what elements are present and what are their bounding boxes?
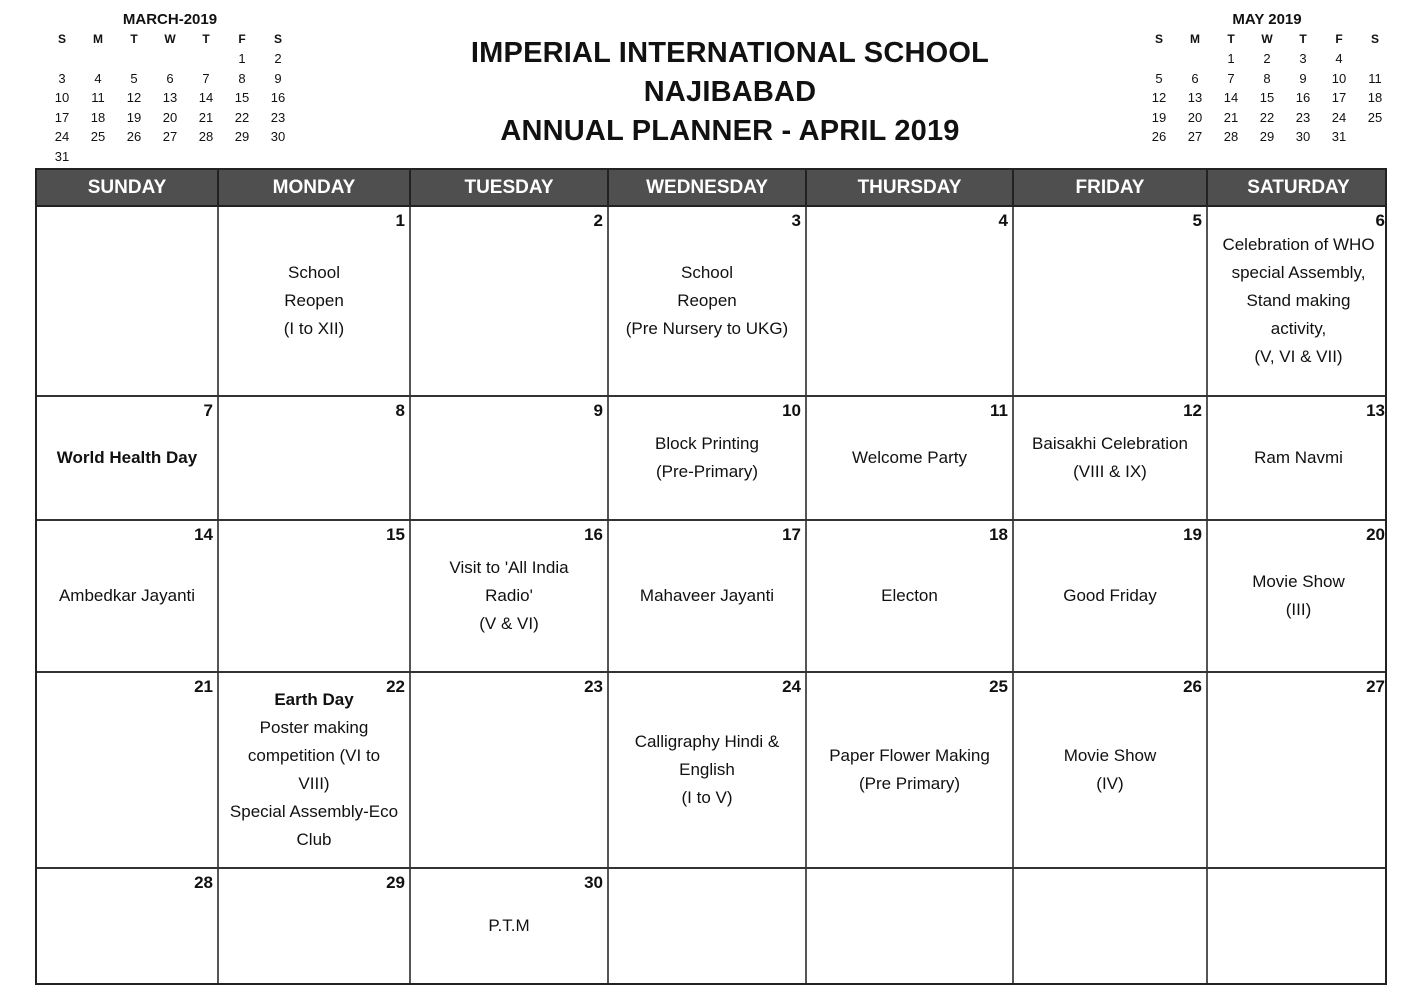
- day-cell: [807, 521, 1014, 671]
- day-cell: [609, 397, 807, 519]
- mini-day: 23: [1295, 109, 1311, 125]
- day-cell: [1014, 521, 1208, 671]
- mini-day: 10: [1331, 70, 1347, 86]
- mini-weekday-label: T: [1227, 32, 1235, 46]
- mini-weekday-label: S: [273, 32, 282, 46]
- event-text: [484, 912, 533, 940]
- event-text: [825, 742, 994, 798]
- mini-calendar-march: [44, 10, 296, 166]
- mini-day: 11: [1368, 70, 1382, 86]
- mini-weekday-label: S: [1154, 32, 1163, 46]
- day-cell: [411, 207, 609, 395]
- event-line: Special Assembly-Eco: [229, 802, 399, 821]
- date-number: 12: [1183, 401, 1202, 420]
- date-number: 26: [1183, 677, 1202, 696]
- mini-day: 4: [94, 70, 102, 86]
- day-cell: [411, 397, 609, 519]
- date-number: 30: [584, 873, 603, 892]
- mini-day: 25: [1367, 109, 1383, 125]
- mini-weekday-label: F: [238, 32, 246, 46]
- event-line: Paper Flower Making: [829, 746, 990, 765]
- date-number: 27: [1366, 677, 1385, 696]
- mini-day: 9: [1299, 70, 1307, 86]
- event-line: Celebration of WHO: [1222, 235, 1375, 254]
- mini-calendar-weekday-row: [1141, 30, 1393, 49]
- event-text: [1060, 742, 1161, 798]
- mini-weekday-label: W: [164, 32, 176, 46]
- event-line: Ram Navmi: [1254, 448, 1343, 467]
- mini-calendar-week: [44, 108, 296, 128]
- mini-day: 22: [234, 109, 250, 125]
- weekday-header: WEDNESDAY: [609, 170, 807, 205]
- day-cell: [219, 397, 411, 519]
- mini-day: 9: [274, 70, 282, 86]
- weekday-header: FRIDAY: [1014, 170, 1208, 205]
- mini-day: 8: [1263, 70, 1271, 86]
- date-number: 18: [989, 525, 1008, 544]
- event-line: Good Friday: [1063, 586, 1157, 605]
- mini-day: 12: [126, 90, 142, 105]
- event-line: (I to XII): [283, 319, 345, 338]
- day-cell: [609, 869, 807, 983]
- day-cell: [37, 673, 219, 867]
- day-cell: [1208, 673, 1389, 867]
- mini-day: [116, 49, 152, 69]
- date-number: 3: [791, 211, 801, 230]
- mini-day: 6: [1191, 70, 1199, 86]
- mini-weekday-label: M: [93, 32, 103, 46]
- mini-day: [224, 147, 260, 167]
- event-line: special Assembly,: [1231, 263, 1366, 282]
- mini-weekday-label: S: [57, 32, 66, 46]
- mini-day: [260, 147, 296, 167]
- mini-day: 10: [54, 90, 70, 105]
- mini-day: 3: [58, 70, 66, 86]
- event-line: VIII): [298, 774, 330, 793]
- event-line: Reopen: [284, 291, 344, 310]
- mini-weekday-label: F: [1335, 32, 1343, 46]
- mini-day: 8: [238, 70, 246, 86]
- day-cell: [1208, 869, 1389, 983]
- mini-day: 12: [1151, 90, 1167, 105]
- event-line: (VIII & IX): [1073, 462, 1147, 481]
- date-number: 22: [386, 677, 405, 696]
- event-text: [636, 582, 778, 610]
- day-cell: [37, 207, 219, 395]
- calendar-weeks: [37, 207, 1385, 983]
- day-cell: [411, 521, 609, 671]
- event-line: (IV): [1096, 774, 1124, 793]
- mini-day: 30: [1295, 129, 1311, 144]
- day-cell: [37, 869, 219, 983]
- day-cell: [1208, 397, 1389, 519]
- mini-day: 21: [1223, 109, 1239, 125]
- mini-day: 15: [234, 90, 250, 105]
- day-cell: [1208, 207, 1389, 395]
- mini-day: 6: [166, 70, 174, 86]
- mini-day: 18: [90, 109, 106, 125]
- event-text: [1218, 231, 1378, 371]
- date-number: 14: [194, 525, 213, 544]
- planner-title: [430, 34, 1030, 151]
- event-line: (Pre Nursery to UKG): [625, 319, 789, 338]
- event-line: Club: [296, 830, 332, 849]
- mini-calendar-week: [44, 127, 296, 147]
- mini-day: [1357, 127, 1393, 147]
- date-number: 15: [386, 525, 405, 544]
- day-cell: [807, 869, 1014, 983]
- mini-day: 1: [1227, 51, 1235, 66]
- school-location: NAJIBABAD: [643, 76, 817, 108]
- weekday-header-row: [37, 170, 1385, 207]
- day-cell: [807, 207, 1014, 395]
- mini-day: 30: [270, 129, 286, 144]
- mini-day: 5: [130, 70, 138, 86]
- event-line: (I to V): [681, 788, 733, 807]
- mini-day: 18: [1367, 90, 1383, 105]
- mini-day: 28: [198, 129, 214, 144]
- mini-day: 15: [1259, 90, 1275, 105]
- mini-day: [188, 147, 224, 167]
- event-line: Movie Show: [1252, 572, 1345, 591]
- mini-day: 27: [162, 129, 178, 144]
- weekday-header: SATURDAY: [1247, 177, 1350, 198]
- day-cell: [37, 521, 219, 671]
- day-cell: [37, 397, 219, 519]
- event-text: [651, 430, 763, 486]
- mini-calendar-week: [1141, 88, 1393, 108]
- event-text: [1059, 582, 1161, 610]
- mini-calendar-week: [44, 69, 296, 89]
- day-cell: [411, 673, 609, 867]
- mini-day: 1: [238, 51, 246, 66]
- april-calendar: [35, 168, 1387, 985]
- mini-weekday-label: T: [1299, 32, 1307, 46]
- calendar-week: [37, 397, 1385, 521]
- day-cell: [1208, 521, 1389, 671]
- mini-day: 13: [162, 90, 178, 105]
- mini-calendar-title: MARCH-2019: [122, 11, 218, 28]
- mini-calendar-weekday-row: [44, 30, 296, 49]
- weekday-header: THURSDAY: [807, 170, 1014, 205]
- weekday-header: SUNDAY: [37, 170, 219, 205]
- event-text: [631, 728, 784, 812]
- calendar-week: [37, 869, 1385, 983]
- mini-day: 29: [234, 129, 250, 144]
- day-cell: [219, 673, 411, 867]
- event-text: [53, 444, 201, 472]
- mini-calendar-week: [1141, 108, 1393, 128]
- mini-calendar-title: MAY 2019: [1232, 11, 1302, 28]
- school-name: IMPERIAL INTERNATIONAL SCHOOL: [470, 37, 990, 69]
- mini-day: 31: [54, 148, 70, 164]
- event-text: [848, 444, 971, 472]
- day-cell: [609, 673, 807, 867]
- day-cell: [219, 869, 411, 983]
- date-number: 23: [584, 677, 603, 696]
- event-line: Electon: [881, 586, 938, 605]
- event-line: Calligraphy Hindi &: [634, 732, 780, 751]
- mini-day: 22: [1259, 109, 1275, 125]
- mini-day: 25: [90, 129, 106, 144]
- weekday-header: TUESDAY: [411, 170, 609, 205]
- event-line: Movie Show: [1063, 746, 1157, 765]
- mini-day: 24: [1331, 109, 1347, 125]
- date-number: 6: [1375, 211, 1385, 230]
- mini-calendar-grid: [1141, 49, 1393, 147]
- event-line: Visit to 'All India: [449, 558, 569, 577]
- date-number: 19: [1183, 525, 1202, 544]
- day-cell: [1014, 207, 1208, 395]
- event-line: School: [681, 263, 733, 282]
- mini-calendar-week: [44, 88, 296, 108]
- mini-day: [1177, 49, 1213, 69]
- event-line: Reopen: [677, 291, 737, 310]
- event-line: Radio': [485, 586, 533, 605]
- mini-day: 2: [274, 51, 282, 66]
- mini-day: 13: [1187, 90, 1203, 105]
- mini-day: 19: [1151, 109, 1167, 125]
- date-number: 7: [203, 401, 213, 420]
- event-line: Poster making: [259, 718, 369, 737]
- mini-day: 26: [126, 129, 142, 144]
- event-line: Stand making: [1246, 291, 1351, 310]
- day-cell: [219, 521, 411, 671]
- event-text: [445, 554, 572, 638]
- day-cell: [609, 207, 807, 395]
- mini-day: 2: [1263, 51, 1271, 66]
- date-number: 13: [1366, 401, 1385, 420]
- event-text: [1248, 568, 1349, 624]
- mini-day: 20: [162, 109, 178, 125]
- date-number: 25: [989, 677, 1008, 696]
- mini-day: [116, 147, 152, 167]
- event-line: competition (VI to: [247, 746, 381, 765]
- date-number: 11: [990, 401, 1008, 420]
- weekday-header: MONDAY: [219, 170, 411, 205]
- mini-weekday-label: M: [1190, 32, 1200, 46]
- calendar-week: [37, 673, 1385, 869]
- mini-weekday-label: T: [202, 32, 210, 46]
- event-text: [877, 582, 942, 610]
- event-text: [622, 259, 792, 343]
- event-line: Welcome Party: [852, 448, 967, 467]
- mini-weekday-label: T: [130, 32, 138, 46]
- mini-day: 14: [1223, 90, 1239, 105]
- event-line: (III): [1285, 600, 1312, 619]
- event-line: School: [288, 263, 340, 282]
- event-text: [226, 686, 402, 854]
- mini-day: 17: [1331, 90, 1347, 105]
- mini-day: 20: [1187, 109, 1203, 125]
- event-line: Ambedkar Jayanti: [58, 586, 196, 605]
- event-text: [1250, 444, 1347, 472]
- calendar-week: [37, 521, 1385, 673]
- day-cell: [807, 397, 1014, 519]
- event-line: (Pre-Primary): [656, 462, 758, 481]
- mini-day: [44, 49, 80, 69]
- mini-calendar-week: [44, 49, 296, 69]
- event-line: (Pre Primary): [858, 774, 961, 793]
- mini-day: 4: [1335, 51, 1343, 66]
- event-text: [55, 582, 199, 610]
- event-line: English: [679, 760, 735, 779]
- event-line: (V, VI & VII): [1254, 347, 1343, 366]
- date-number: 10: [782, 401, 801, 420]
- event-line: World Health Day: [56, 448, 198, 467]
- day-cell: [807, 673, 1014, 867]
- date-number: 21: [194, 677, 213, 696]
- mini-day: 16: [270, 90, 286, 105]
- date-number: 5: [1192, 211, 1202, 230]
- mini-day: 23: [270, 109, 286, 125]
- day-cell: [1014, 397, 1208, 519]
- mini-weekday-label: S: [1370, 32, 1379, 46]
- mini-day: 26: [1151, 129, 1167, 144]
- mini-calendar-week: [1141, 49, 1393, 69]
- day-cell: [411, 869, 609, 983]
- event-text: [1028, 430, 1192, 486]
- mini-day: 16: [1295, 90, 1311, 105]
- mini-day: [80, 49, 116, 69]
- day-cell: [1014, 869, 1208, 983]
- date-number: 2: [593, 211, 603, 230]
- event-line: Mahaveer Jayanti: [639, 586, 775, 605]
- date-number: 29: [386, 873, 405, 892]
- event-line: Block Printing: [655, 434, 759, 453]
- mini-day: 5: [1155, 70, 1163, 86]
- mini-calendar-may: [1141, 10, 1393, 147]
- mini-calendar-week: [1141, 69, 1393, 89]
- event-line: P.T.M: [488, 916, 530, 935]
- date-number: 28: [194, 873, 213, 892]
- mini-day: 17: [54, 109, 70, 125]
- mini-day: [1141, 49, 1177, 69]
- mini-day: [152, 49, 188, 69]
- day-cell: [609, 521, 807, 671]
- event-line: Earth Day: [274, 690, 354, 709]
- date-number: 24: [782, 677, 801, 696]
- mini-day: 31: [1331, 129, 1347, 144]
- date-number: 20: [1366, 525, 1385, 544]
- mini-day: 21: [198, 109, 214, 125]
- mini-day: 14: [198, 90, 214, 105]
- date-number: 9: [593, 401, 603, 420]
- mini-day: 11: [91, 90, 105, 105]
- event-line: Baisakhi Celebration: [1032, 434, 1188, 453]
- date-number: 17: [782, 525, 801, 544]
- day-cell: [1014, 673, 1208, 867]
- mini-day: 28: [1223, 129, 1239, 144]
- mini-day: 7: [1227, 70, 1235, 86]
- mini-day: 27: [1187, 129, 1203, 144]
- mini-day: 7: [202, 70, 210, 86]
- mini-day: 29: [1259, 129, 1275, 144]
- date-number: 16: [584, 525, 603, 544]
- mini-day: 19: [126, 109, 142, 125]
- mini-day: [188, 49, 224, 69]
- event-text: [280, 259, 348, 343]
- planner-heading: ANNUAL PLANNER - APRIL 2019: [500, 115, 960, 147]
- mini-day: 24: [54, 129, 70, 144]
- mini-day: [152, 147, 188, 167]
- mini-day: [80, 147, 116, 167]
- date-number: 4: [998, 211, 1008, 230]
- mini-calendar-week: [1141, 127, 1393, 147]
- day-cell: [219, 207, 411, 395]
- event-line: activity,: [1270, 319, 1327, 338]
- date-number: 1: [395, 211, 405, 230]
- mini-weekday-label: W: [1261, 32, 1273, 46]
- mini-calendar-week: [44, 147, 296, 167]
- mini-calendar-grid: [44, 49, 296, 166]
- mini-day: 3: [1299, 51, 1307, 66]
- calendar-week: [37, 207, 1385, 397]
- event-line: (V & VI): [479, 614, 539, 633]
- date-number: 8: [395, 401, 405, 420]
